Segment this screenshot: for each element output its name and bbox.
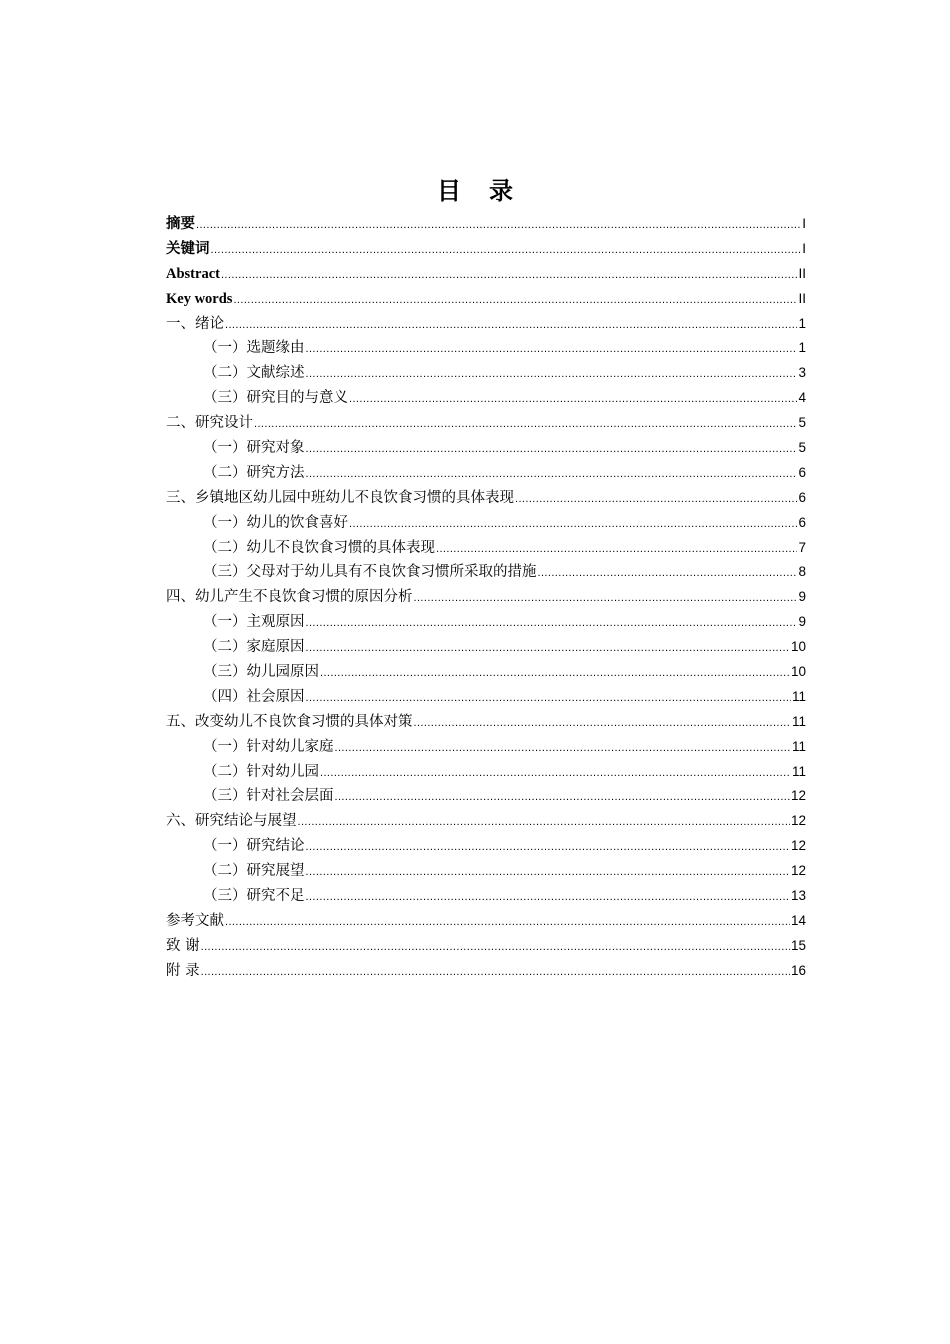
toc-entry-label: （三）研究目的与意义 [203,390,348,407]
toc-entry[interactable] [166,336,806,361]
toc-entry-label: 五、改变幼儿不良饮食习惯的具体对策 [166,713,413,730]
toc-entry-label: （一）幼儿的饮食喜好 [203,514,348,531]
toc-entry-page-number: 6 [798,464,806,480]
toc-entry[interactable] [166,536,806,561]
toc-dot-leader [196,213,801,238]
toc-dot-leader [320,761,791,786]
toc-dot-leader [306,860,790,885]
toc-entry-label: （二）文献综述 [203,365,305,382]
toc-entry-page-number: 12 [790,863,806,879]
toc-entry[interactable] [166,560,806,585]
toc-entry-label: （二）家庭原因 [203,639,305,656]
toc-dot-leader [414,586,798,611]
toc-entry-label: （二）研究展望 [203,863,305,880]
toc-entry-label: 一、绪论 [166,315,224,332]
toc-dot-leader [306,611,798,636]
toc-entry-page-number: 5 [798,440,806,456]
toc-entry-page-number: 12 [790,838,806,854]
toc-entry-page-number: 7 [798,539,806,555]
toc-entry[interactable] [166,784,806,809]
toc-dot-leader [298,810,790,835]
toc-entry-label: （三）研究不足 [203,888,305,905]
toc-entry-page-number: 11 [791,688,806,704]
toc-entry[interactable] [166,909,806,934]
toc-entry[interactable] [166,710,806,735]
toc-entry[interactable] [166,411,806,436]
toc-entry[interactable] [166,610,806,635]
toc-entry[interactable] [166,436,806,461]
toc-entry-page-number: II [798,265,806,281]
toc-dot-leader [225,910,790,935]
toc-entry-label: （二）研究方法 [203,464,305,481]
toc-entry-page-number: I [802,240,806,256]
toc-dot-leader [538,561,798,586]
toc-dot-leader [436,537,797,562]
toc-entry-label: （一）研究对象 [203,440,305,457]
toc-entry-label: Key words [166,290,233,307]
toc-entry[interactable] [166,287,806,312]
page-title-char-1: 目 [437,177,461,206]
toc-entry-label: （一）主观原因 [203,614,305,631]
toc-entry-page-number: 1 [798,315,806,331]
toc-dot-leader [335,785,790,810]
toc-entry[interactable] [166,585,806,610]
toc-entry-page-number: 14 [790,912,806,928]
toc-entry-page-number: 6 [798,489,806,505]
toc-entry[interactable] [166,760,806,785]
toc-entry-page-number: 9 [798,589,806,605]
toc-entry[interactable] [166,511,806,536]
toc-entry-page-number: 3 [798,365,806,381]
toc-entry-page-number: I [802,216,806,231]
toc-entry[interactable] [166,735,806,760]
toc-dot-leader [201,935,790,960]
toc-entry-page-number: 10 [790,664,806,680]
toc-entry-label: 附 录 [166,962,200,979]
toc-entry-page-number: 6 [798,514,806,530]
toc-entry-label: （一）研究结论 [203,838,305,855]
toc-dot-leader [335,736,791,761]
toc-dot-leader [320,661,790,686]
toc-dot-leader [306,835,790,860]
toc-dot-leader [306,337,798,362]
toc-dot-leader [515,487,797,512]
toc-entry[interactable] [166,959,806,984]
table-of-contents [166,212,806,984]
toc-entry-page-number: 11 [791,713,806,729]
toc-entry[interactable] [166,809,806,834]
toc-entry-label: 致 谢 [166,937,200,954]
toc-dot-leader [306,885,790,910]
toc-entry-page-number: 16 [790,962,806,978]
toc-dot-leader [306,636,790,661]
toc-entry-page-number: 10 [790,639,806,655]
toc-dot-leader [201,960,790,985]
toc-entry-label: 四、幼儿产生不良饮食习惯的原因分析 [166,589,413,606]
toc-dot-leader [233,288,797,313]
toc-entry-label: （二）针对幼儿园 [203,763,319,780]
toc-entry[interactable] [166,685,806,710]
toc-entry-page-number: 8 [798,564,806,580]
toc-entry-label: （一）选题缘由 [203,340,305,357]
toc-entry-label: （四）社会原因 [203,688,305,705]
toc-entry-label: Abstract [166,265,220,282]
toc-entry-page-number: 11 [791,738,806,754]
toc-entry-label: 关键词 [166,240,210,257]
toc-entry-page-number: 1 [798,340,806,356]
toc-entry-label: （一）针对幼儿家庭 [203,738,334,755]
toc-entry-label: （三）针对社会层面 [203,788,334,805]
toc-entry[interactable] [166,884,806,909]
toc-dot-leader [414,711,791,736]
toc-entry-page-number: 12 [790,813,806,829]
toc-entry[interactable] [166,212,806,237]
toc-dot-leader [306,362,798,387]
toc-entry-label: 六、研究结论与展望 [166,813,297,830]
toc-dot-leader [349,387,797,412]
toc-entry[interactable] [166,834,806,859]
toc-entry-label: 三、乡镇地区幼儿园中班幼儿不良饮食习惯的具体表现 [166,489,514,506]
toc-dot-leader [349,512,797,537]
toc-entry[interactable] [166,237,806,262]
toc-entry[interactable] [166,461,806,486]
toc-entry[interactable] [166,934,806,959]
toc-entry[interactable] [166,486,806,511]
toc-dot-leader [306,462,798,487]
toc-dot-leader [306,437,798,462]
toc-entry-label: 摘要 [166,216,195,232]
toc-dot-leader [306,686,791,711]
toc-entry-label: （二）幼儿不良饮食习惯的具体表现 [203,539,435,556]
toc-dot-leader [254,412,797,437]
page-title [0,176,950,206]
toc-dot-leader [211,238,802,263]
toc-entry[interactable] [166,386,806,411]
toc-entry-page-number: 9 [798,614,806,630]
toc-entry-page-number: II [798,290,806,306]
toc-entry-label: 二、研究设计 [166,415,253,432]
toc-entry[interactable] [166,361,806,386]
toc-entry[interactable] [166,312,806,337]
toc-dot-leader [225,313,797,338]
toc-dot-leader [221,263,798,288]
toc-entry-page-number: 13 [790,888,806,904]
toc-entry-page-number: 12 [790,788,806,804]
toc-entry-page-number: 5 [798,415,806,431]
toc-entry[interactable] [166,635,806,660]
toc-entry-page-number: 11 [791,763,806,779]
toc-entry-page-number: 15 [790,937,806,953]
page-title-char-2: 录 [489,177,513,206]
toc-entry-label: 参考文献 [166,912,224,929]
toc-entry[interactable] [166,859,806,884]
toc-entry-label: （三）幼儿园原因 [203,664,319,681]
toc-entry-page-number: 4 [798,390,806,406]
toc-entry[interactable] [166,262,806,287]
toc-entry[interactable] [166,660,806,685]
toc-entry-label: （三）父母对于幼儿具有不良饮食习惯所采取的措施 [203,564,537,581]
